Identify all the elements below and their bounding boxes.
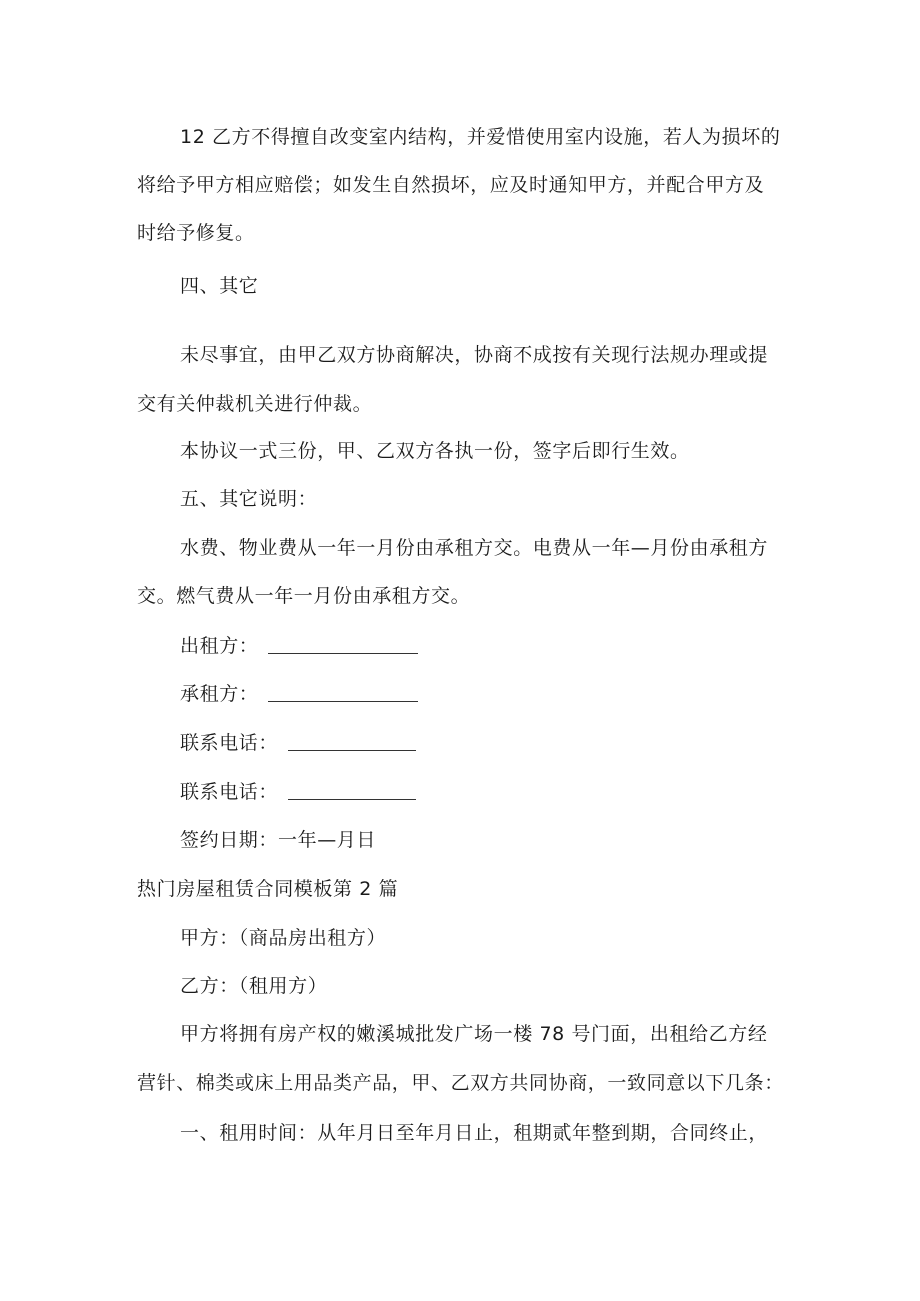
term-clause-line-1: 一、租用时间：从年月日至年月日止，租期贰年整到期，合同终止， (180, 1122, 769, 1144)
section-5-heading: 五、其它说明： (180, 488, 318, 510)
contract-2-title: 热门房屋租赁合同模板第 2 篇 (137, 878, 399, 900)
clause-12-line-3: 时给予修复。 (137, 222, 255, 244)
fees-paragraph-line-1: 水费、物业费从一年一月份由承租方交。电费从一年—月份由承租方 (180, 537, 769, 559)
party-b: 乙方：（租用方） (180, 975, 328, 997)
phone-row-1 (180, 730, 416, 756)
lessor-blank-line (268, 635, 418, 654)
phone-label-2: 联系电话： (180, 781, 279, 803)
misc-paragraph-line-1: 未尽事宜，由甲乙双方协商解决，协商不成按有关现行法规办理或提 (180, 344, 769, 366)
phone-label-1: 联系电话： (180, 732, 279, 754)
phone-blank-line-2 (288, 781, 416, 800)
lessee-blank-line (268, 683, 418, 702)
clause-12-line-2: 将给予甲方相应赔偿；如发生自然损坏，应及时通知甲方，并配合甲方及 (137, 174, 765, 196)
section-4-heading: 四、其它 (180, 275, 259, 297)
lessor-signature-row (180, 633, 418, 659)
phone-row-2 (180, 779, 416, 805)
lessee-label: 承租方： (180, 683, 259, 705)
intro-paragraph-line-1: 甲方将拥有房产权的嫩溪城批发广场一楼 78 号门面，出租给乙方经 (180, 1023, 768, 1045)
lessee-signature-row (180, 681, 418, 707)
fees-paragraph-line-2: 交。燃气费从一年一月份由承租方交。 (137, 585, 471, 607)
signing-date: 签约日期：一年—月日 (180, 829, 377, 851)
misc-paragraph-line-2: 交有关仲裁机关进行仲裁。 (137, 393, 373, 415)
intro-paragraph-line-2: 营针、棉类或床上用品类产品，甲、乙双方共同协商，一致同意以下几条： (137, 1072, 784, 1094)
clause-12-line-1: 12 乙方不得擅自改变室内结构，并爱惜使用室内设施，若人为损坏的 (180, 126, 781, 148)
party-a: 甲方：（商品房出租方） (180, 927, 387, 949)
copies-paragraph: 本协议一式三份，甲、乙双方各执一份，签字后即行生效。 (180, 440, 690, 462)
phone-blank-line-1 (288, 732, 416, 751)
lessor-label: 出租方： (180, 635, 259, 657)
